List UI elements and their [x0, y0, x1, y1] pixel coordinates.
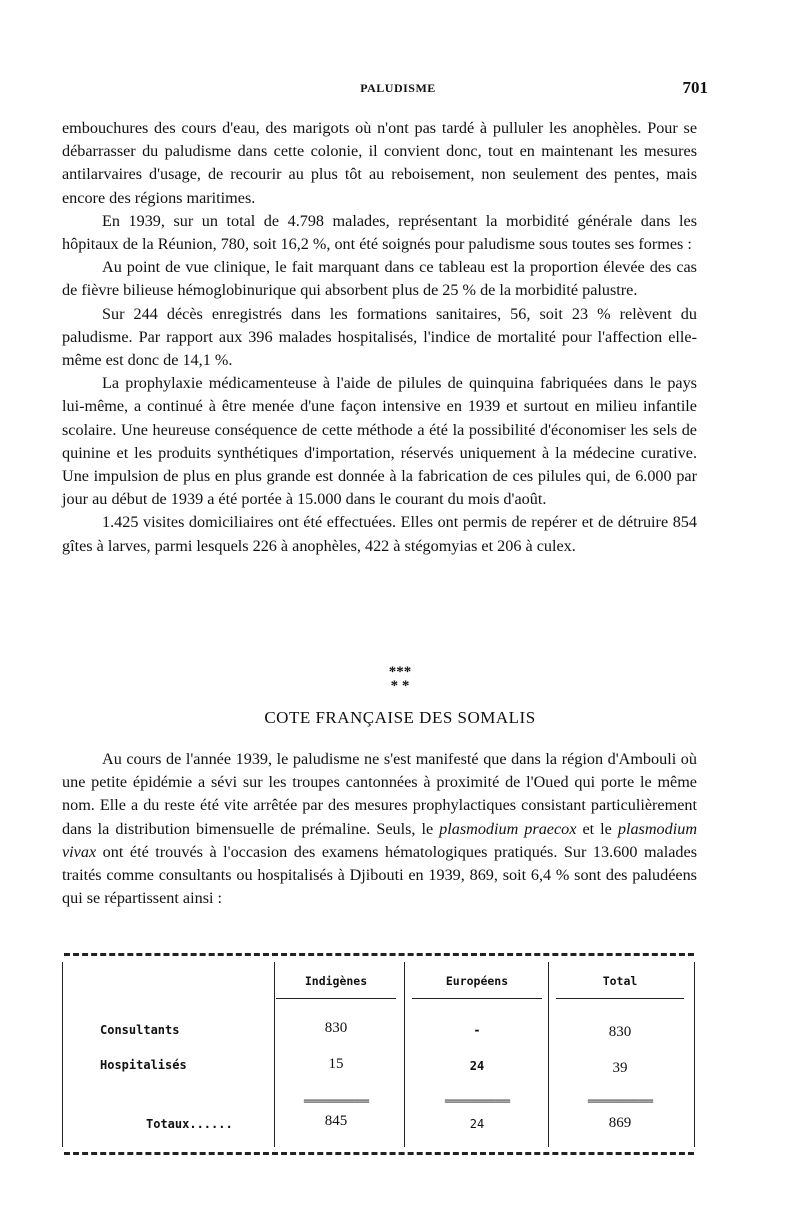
cell-consultants-indigenes: 830 [324, 1020, 348, 1036]
stars-line-2: * * [390, 678, 410, 694]
column-header-europeens: Européens [445, 974, 509, 988]
species-vivax: plasmodium vivax [62, 819, 698, 861]
body-text-somalis [62, 748, 697, 910]
row-label-totaux: Totaux...... [146, 1117, 233, 1131]
running-head [88, 78, 708, 100]
paragraph-somalis-part2: et le [576, 819, 618, 838]
paragraph-continuation: embouchures des cours d'eau, des marigots où n'ont pas tardé à pulluler les anophèles. Pour se débarrasser du paludisme dans cette colonie, il convient donc, tout en maintenant les mesures antilarvaires d'usage, de recourir au plus tôt au reboisement, non seulement des pentes, mais encore des régions maritimes. [62, 119, 697, 207]
body-text-top [62, 117, 697, 558]
column-header-total: Total [602, 974, 638, 988]
species-praecox: plasmodium praecox [439, 819, 577, 838]
page-number: 701 [682, 78, 708, 97]
paragraph-somalis [62, 748, 697, 910]
table-divider-3 [548, 962, 549, 1147]
paragraph-somalis-part3: ont été trouvés à l'occasion des examens hématologiques pratiqués. Sur 13.600 malades traités comme consultants ou hospitalisés à Djibouti en 1939, 869, soit 6,4 % sont des paludéens qui se répartissent ainsi : [62, 842, 697, 908]
cell-consultants-europeens: - [473, 1023, 481, 1037]
paragraph-clinical: Au point de vue clinique, le fait marquant dans ce tableau est la proportion élevée des cas de fièvre bilieuse hémoglobinurique qui absorbent plus de 25 % de la morbidité palustre. [62, 258, 697, 300]
header-underline-europeens [412, 998, 542, 999]
table-border-right [694, 962, 695, 1147]
header-underline-total [556, 998, 684, 999]
cell-totaux-europeens: 24 [469, 1117, 485, 1131]
column-header-indigenes: Indigènes [304, 974, 368, 988]
running-title: PALUDISME [360, 81, 436, 95]
totals-separator-europeens: ============= [444, 1096, 510, 1107]
table-bottom-rule [64, 1152, 694, 1155]
table-divider-1 [274, 962, 275, 1147]
cell-totaux-total: 869 [608, 1115, 632, 1131]
totals-separator-indigenes: ============= [303, 1096, 369, 1107]
stars-line-1: *** [388, 664, 412, 680]
paragraph-visits: 1.425 visites domiciliaires ont été effectuées. Elles ont permis de repérer et de détruire 854 gîtes à larves, parmi lesquels 226 à anophèles, 422 à stégomyias et 206 à culex. [62, 513, 697, 555]
table-border-left [62, 962, 63, 1147]
paragraph-prophylaxis: La prophylaxie médicamenteuse à l'aide de pilules de quinquina fabriquées dans le pays lui-même, a continué à être menée d'une façon intensive en 1939 et surtout en milieu infantile scolaire. Une heureuse conséquence de cette méthode a été la possibilité d'économiser les sels de quinine et les produits synthétiques d'importation, réservés uniquement à la médecine curative. Une impulsion de plus en plus grande est donnée à la fabrication de ces pilules qui, de 6.000 par jour au début de 1939 a été portée à 15.000 dans le courant du mois d'août. [62, 374, 697, 509]
section-title: COTE FRANÇAISE DES SOMALIS [264, 708, 536, 727]
paragraph-reunion-morbidity: En 1939, sur un total de 4.798 malades, représentant la morbidité générale dans les hôpitaux de la Réunion, 780, soit 16,2 %, ont été soignés pour paludisme sous toutes ses formes : [62, 211, 697, 254]
paludism-table [62, 953, 696, 1155]
row-label-hospitalises: Hospitalisés [100, 1058, 187, 1072]
cell-hospitalises-total: 39 [612, 1060, 628, 1076]
paragraph-deaths: Sur 244 décès enregistrés dans les formations sanitaires, 56, soit 23 % relèvent du paludisme. Par rapport aux 396 malades hospitalisés, l'indice de mortalité pour l'affection elle-même est donc de 14,1 %. [62, 304, 697, 370]
cell-hospitalises-indigenes: 15 [328, 1056, 344, 1072]
table-divider-2 [404, 962, 405, 1147]
cell-hospitalises-europeens: 24 [469, 1059, 485, 1073]
section-separator-stars [0, 665, 800, 693]
totals-separator-total: ============= [587, 1096, 653, 1107]
cell-consultants-total: 830 [608, 1024, 632, 1040]
table-top-rule [64, 953, 694, 956]
paragraph-somalis-part1: Au cours de l'année 1939, le paludisme ne s'est manifesté que dans la région d'Ambouli où une petite épidémie a sévi sur les troupes cantonnées à proximité de l'Oued qui porte le même nom. Elle a du reste été vite arrêtée par des mesures prophylactiques consistant particulièrement dans la distribution bimensuelle de prémaline. Seuls, le [62, 750, 697, 838]
row-label-consultants: Consultants [100, 1023, 180, 1037]
header-underline-indigenes [276, 998, 396, 999]
cell-totaux-indigenes: 845 [324, 1113, 348, 1129]
